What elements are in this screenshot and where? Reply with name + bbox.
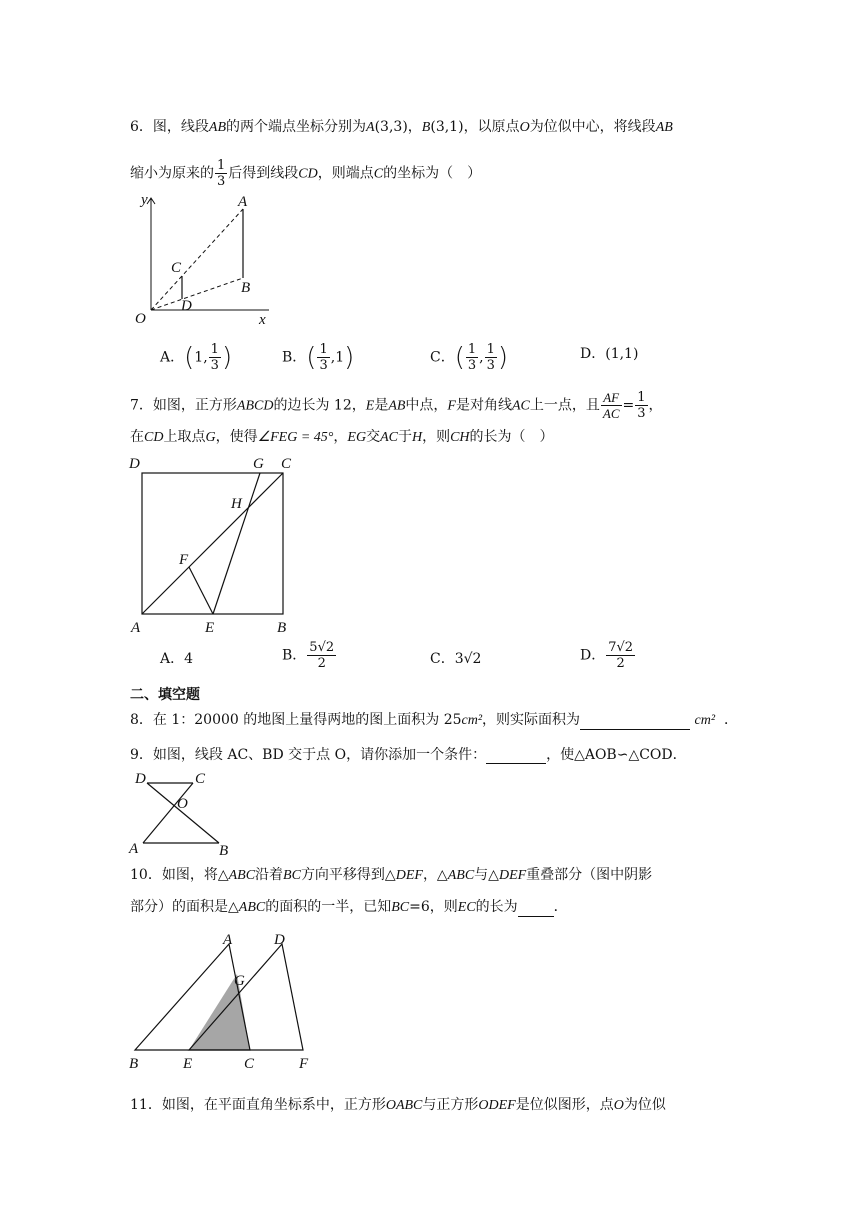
text: 的两个端点坐标分别为 xyxy=(226,119,367,135)
math-var: DEF xyxy=(498,868,527,883)
math-var: CD xyxy=(298,166,318,182)
math-var: CH xyxy=(450,430,470,445)
math-var: DEF xyxy=(395,868,423,883)
text: 缩小为原来的 xyxy=(130,165,214,182)
numerator: 7√2 xyxy=(608,640,634,655)
label-c: C xyxy=(281,456,292,472)
denominator: 2 xyxy=(616,656,625,671)
value: 1 xyxy=(194,349,204,366)
q8-line xyxy=(130,711,738,730)
question-number: 6 xyxy=(130,119,139,135)
diagonal-ac xyxy=(142,473,283,614)
math-var: C xyxy=(373,166,384,182)
numerator: AF xyxy=(601,390,622,406)
q10-line-1 xyxy=(130,866,652,885)
denominator: 3 xyxy=(467,358,477,373)
numerator: 1 xyxy=(217,158,226,173)
label-x: x xyxy=(259,312,266,328)
text: 重叠部分（图中阴影 xyxy=(526,867,653,883)
text: ，则实际面积为 xyxy=(482,712,581,728)
text: 为位似中心，将线段 xyxy=(529,119,656,135)
label-o: O xyxy=(135,311,146,327)
segment-db xyxy=(147,783,219,843)
text: 于 xyxy=(397,429,412,445)
text: 中点， xyxy=(405,397,448,414)
q7-option-d[interactable] xyxy=(580,640,636,671)
text: ，则 xyxy=(422,429,451,445)
q7-option-c[interactable] xyxy=(430,650,481,668)
label-f: F xyxy=(179,552,189,568)
text: 的面积的一半，已知 xyxy=(265,899,392,915)
text: ， xyxy=(648,397,663,414)
text: 10．如图，将△ xyxy=(130,867,229,883)
math-var: B xyxy=(421,120,431,135)
option-label: A． xyxy=(160,349,185,366)
fraction xyxy=(466,342,478,373)
denominator: 3 xyxy=(319,358,328,373)
numerator: 1 xyxy=(319,342,328,357)
numerator: 1 xyxy=(467,342,477,357)
text: 7．如图，正方形 xyxy=(130,397,237,414)
math-var: ABCD xyxy=(236,398,274,414)
denominator: AC xyxy=(602,406,620,421)
label-y: y xyxy=(141,192,148,208)
math-var: ABC xyxy=(447,868,475,883)
option-label: C． xyxy=(430,651,455,667)
label-d: D xyxy=(274,932,285,948)
label-g: G xyxy=(253,456,264,472)
label-b: B xyxy=(219,843,229,859)
label-e: E xyxy=(183,1056,193,1072)
math-var: G xyxy=(205,430,216,445)
label-d: D xyxy=(129,456,140,472)
text: 后得到线段 xyxy=(228,165,299,182)
text: ，则端点 xyxy=(317,165,374,182)
text: 是 xyxy=(374,397,389,414)
label-f: F xyxy=(299,1056,309,1072)
text: 上取点 xyxy=(163,429,206,445)
option-label: D． xyxy=(580,647,606,664)
q6-option-a[interactable]: A．(1, $\frac{1}{3}$ ) xyxy=(160,342,233,373)
math-var: AC xyxy=(380,430,398,445)
numerator: 1 xyxy=(486,342,495,357)
math-var: AC xyxy=(511,398,530,414)
q10-line-2 xyxy=(130,898,568,917)
text: 是位似图形，点 xyxy=(515,1097,614,1113)
math-var: EG xyxy=(347,430,367,445)
q10-figure xyxy=(125,930,325,1075)
label-e: E xyxy=(205,620,215,636)
math-var: BC xyxy=(283,868,301,883)
text: 的坐标为（ ） xyxy=(383,165,482,182)
segment-ob xyxy=(151,278,243,310)
math-var: ABC xyxy=(228,868,256,883)
text: 的边长为 12， xyxy=(273,397,366,414)
fraction xyxy=(209,342,221,373)
text: 11．如图，在平面直角坐标系中，正方形 xyxy=(130,1097,386,1113)
label-b: B xyxy=(129,1056,139,1072)
segment-ca xyxy=(143,783,193,843)
option-label: C． xyxy=(430,349,455,366)
fraction xyxy=(307,640,336,671)
fraction xyxy=(635,390,647,421)
unit: cm² xyxy=(461,713,483,728)
text: ．图，线段 xyxy=(138,119,209,135)
text: 的长为 xyxy=(475,899,518,915)
label-a: A xyxy=(131,620,141,636)
q6-figure xyxy=(125,192,285,332)
text: ， xyxy=(333,429,348,445)
math-var: ODEF xyxy=(478,1098,516,1113)
text: 部分）的面积是△ xyxy=(130,899,239,915)
label-o: O xyxy=(177,796,188,812)
segment-ef xyxy=(189,567,213,614)
label-c: C xyxy=(244,1056,255,1072)
q6-line-2 xyxy=(130,158,481,189)
text: 沿着 xyxy=(255,867,284,883)
unit: cm² xyxy=(694,713,716,728)
text: 与△ xyxy=(474,867,499,883)
q7-figure xyxy=(125,452,305,638)
angle-expr: ∠FEG = 45° xyxy=(257,430,334,445)
value: (1,1) xyxy=(605,346,639,362)
text: ，以原点 xyxy=(463,119,520,135)
q6-option-b[interactable]: B．( $\frac{1}{3}$ ,1) xyxy=(282,342,355,373)
label-b: B xyxy=(277,620,287,636)
answer-blank[interactable] xyxy=(580,711,690,730)
option-label: A．4 xyxy=(160,651,194,667)
segment-oa xyxy=(151,209,243,310)
label-a: A xyxy=(129,841,139,857)
math-var: O xyxy=(613,1098,624,1113)
label-h: H xyxy=(231,496,242,512)
text: 是对角线 xyxy=(455,397,512,414)
text: =6，则 xyxy=(409,899,458,915)
label-c: C xyxy=(195,771,206,787)
math-var: EC xyxy=(457,900,476,915)
fraction xyxy=(606,640,635,671)
text: 上一点，且 xyxy=(529,397,600,414)
text: 在 xyxy=(130,429,144,445)
option-label: B． xyxy=(282,349,307,366)
math-var: CD xyxy=(144,430,164,445)
math-var: AB xyxy=(388,398,406,414)
option-label: D． xyxy=(580,346,606,362)
label-g: G xyxy=(234,973,245,989)
q6-line-1: 6．图，线段AB的两个端点坐标分别为A(3,3)，B(3,1)，以原点O为位似中心，将线段AB xyxy=(130,119,673,135)
text: 与正方形 xyxy=(422,1097,479,1113)
label-d: D xyxy=(135,771,146,787)
denominator: 3 xyxy=(637,406,646,421)
fraction xyxy=(601,390,622,421)
value: 1 xyxy=(335,349,345,366)
denominator: 3 xyxy=(217,174,226,189)
segment-eg xyxy=(213,473,260,614)
q9-figure xyxy=(125,765,245,860)
fraction xyxy=(485,342,497,373)
q7-line-1 xyxy=(130,390,663,421)
text: ． xyxy=(723,712,738,728)
option-label: B． xyxy=(282,647,307,664)
text: 方向平移得到△ xyxy=(300,867,396,883)
text: ，使得 xyxy=(215,429,258,445)
math-var: ABC xyxy=(238,900,266,915)
text: 8．在 1：20000 的地图上量得两地的图上面积为 25 xyxy=(130,712,462,728)
math-var: H xyxy=(411,430,423,445)
q7-option-a[interactable] xyxy=(160,650,193,668)
denominator: 2 xyxy=(317,656,326,671)
text: 9．如图，线段 AC、BD 交于点 O，请你添加一个条件： xyxy=(130,747,487,763)
text: ，△ xyxy=(422,867,448,883)
q6-option-c[interactable]: C．( $\frac{1}{3}$ , $\frac{1}{3}$ ) xyxy=(430,342,509,373)
fraction xyxy=(215,158,227,189)
coordinate: (3,3) xyxy=(374,119,408,135)
denominator: 3 xyxy=(486,358,495,373)
q6-option-d[interactable] xyxy=(580,345,638,363)
q11-line xyxy=(130,1096,666,1115)
label-b: B xyxy=(241,280,251,296)
label-a: A xyxy=(238,194,248,210)
math-var: A xyxy=(366,120,375,135)
answer-blank[interactable] xyxy=(518,898,554,917)
text: 为位似 xyxy=(623,1097,666,1113)
label-c: C xyxy=(171,260,182,276)
math-var: BC xyxy=(391,900,410,915)
q7-line-2 xyxy=(130,428,554,447)
math-var: AB xyxy=(655,120,673,135)
numerator: 1 xyxy=(210,342,219,357)
q7-option-b[interactable] xyxy=(282,640,337,671)
denominator: 3 xyxy=(210,358,219,373)
math-var: E xyxy=(365,398,375,414)
math-var: F xyxy=(447,398,456,414)
q9-line xyxy=(130,745,687,764)
answer-blank[interactable] xyxy=(486,745,546,764)
math-var: AB xyxy=(208,120,227,135)
text: ． xyxy=(553,899,568,915)
equals: = xyxy=(622,397,635,414)
label-a: A xyxy=(223,932,233,948)
text: 的长为（ ） xyxy=(469,429,554,445)
numerator: 5√2 xyxy=(309,640,335,655)
math-var: O xyxy=(519,120,530,135)
label-d: D xyxy=(181,298,192,314)
fraction xyxy=(317,342,329,373)
math-var: OABC xyxy=(385,1098,423,1113)
text: ，使△AOB∽△COD． xyxy=(546,747,687,763)
text: 交 xyxy=(366,429,381,445)
value: 3√2 xyxy=(454,651,482,667)
section-heading: 二、填空题 xyxy=(130,687,200,703)
coordinate: (3,1) xyxy=(430,119,464,135)
numerator: 1 xyxy=(637,390,646,405)
